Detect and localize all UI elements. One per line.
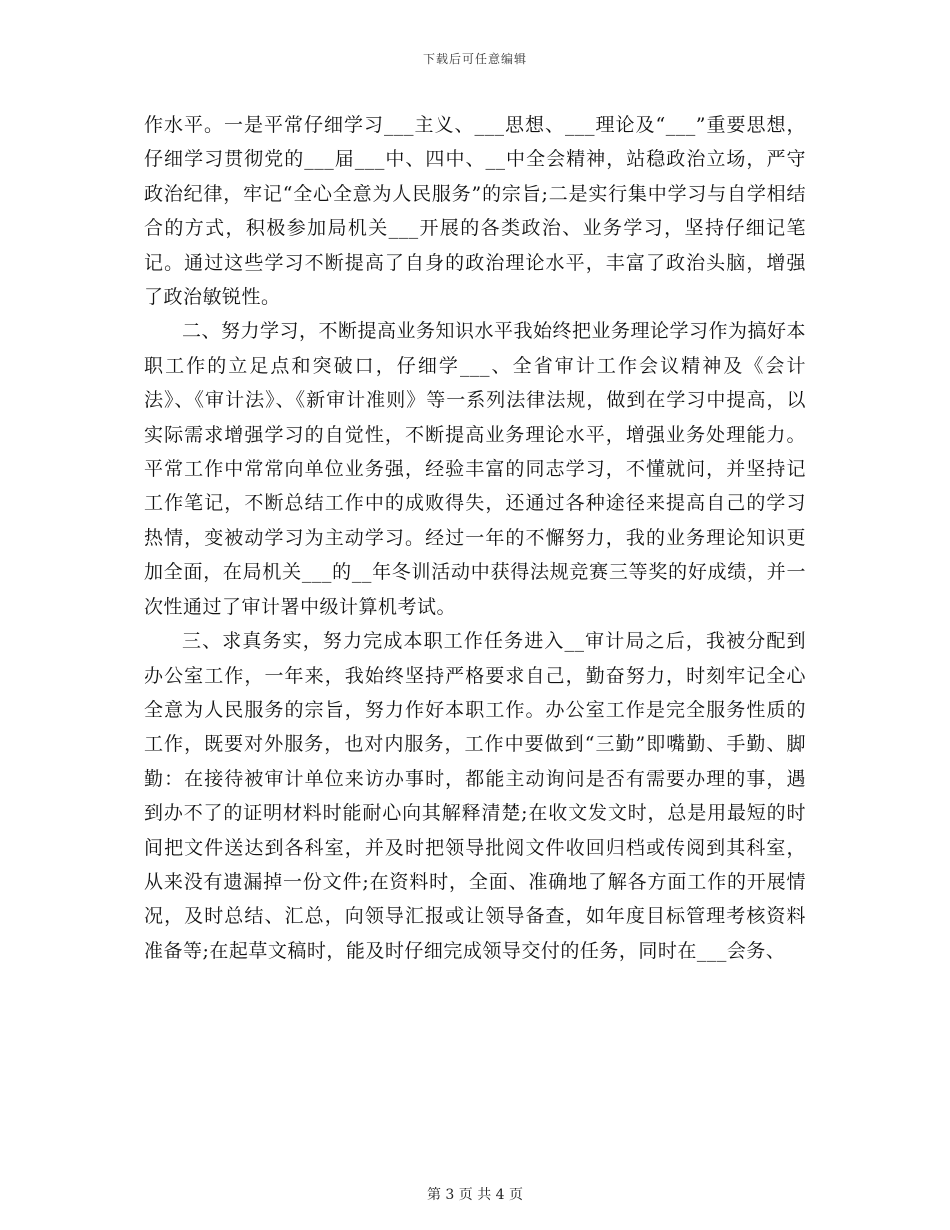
page-number-footer: 第 3 页 共 4 页 bbox=[426, 1187, 524, 1203]
paragraph-3: 三、求真务实，努力完成本职工作任务进入__审计局之后，我被分配到办公室工作，一年来，我始终坚持严格要求自己，勤奋努力，时刻牢记全心全意为人民服务的宗旨，努力作好本职工作。办公室工作是完全服务性质的工作，既要对外服务，也对内服务，工作中要做到“三勤”即嘴勤、手勤、脚勤：在接待被审计单位来访办事时，都能主动询问是否有需要办理的事，遇到办不了的证明材料时能耐心向其解释清楚;在收文发文时，总是用最短的时间把文件送达到各科室，并及时把领导批阅文件收回归档或传阅到其科室，从来没有遗漏掉一份文件;在资料时，全面、准确地了解各方面工作的开展情况，及时总结、汇总，向领导汇报或让领导备查，如年度目标管理考核资料准备等;在起草文稿时，能及时仔细完成领导交付的任务，同时在___会务、 bbox=[144, 630, 806, 962]
paragraph-2: 二、努力学习，不断提高业务知识水平我始终把业务理论学习作为搞好本职工作的立足点和突破口，仔细学___、全省审计工作会议精神及《会计法》、《审计法》、《新审计准则》等一系列法律法规，做到在学习中提高，以实际需求增强学习的自觉性，不断提高业务理论水平，增强业务处理能力。平常工作中常常向单位业务强，经验丰富的同志学习，不懂就问，并坚持记工作笔记，不断总结工作中的成败得失，还通过各种途径来提高自己的学习热情，变被动学习为主动学习。经过一年的不懈努力，我的业务理论知识更加全面，在局机关___的__年冬训活动中获得法规竞赛三等奖的好成绩，并一次性通过了审计署中级计算机考试。 bbox=[144, 320, 807, 618]
paragraph-1: 作水平。一是平常仔细学习___主义、___思想、___理论及“___”重要思想，仔细学习贯彻党的___届___中、四中、__中全会精神，站稳政治立场，严守政治纪律，牢记“全心全意为人民服务”的宗旨;二是实行集中学习与自学相结合的方式，积极参加局机关___开展的各类政治、业务学习，坚持仔细记笔记。通过这些学习不断提高了自身的政治理论水平，丰富了政治头脑，增强了政治敏锐性。 bbox=[144, 114, 806, 309]
page-header: 下载后可任意编辑 bbox=[422, 52, 527, 66]
document-body bbox=[144, 108, 806, 968]
